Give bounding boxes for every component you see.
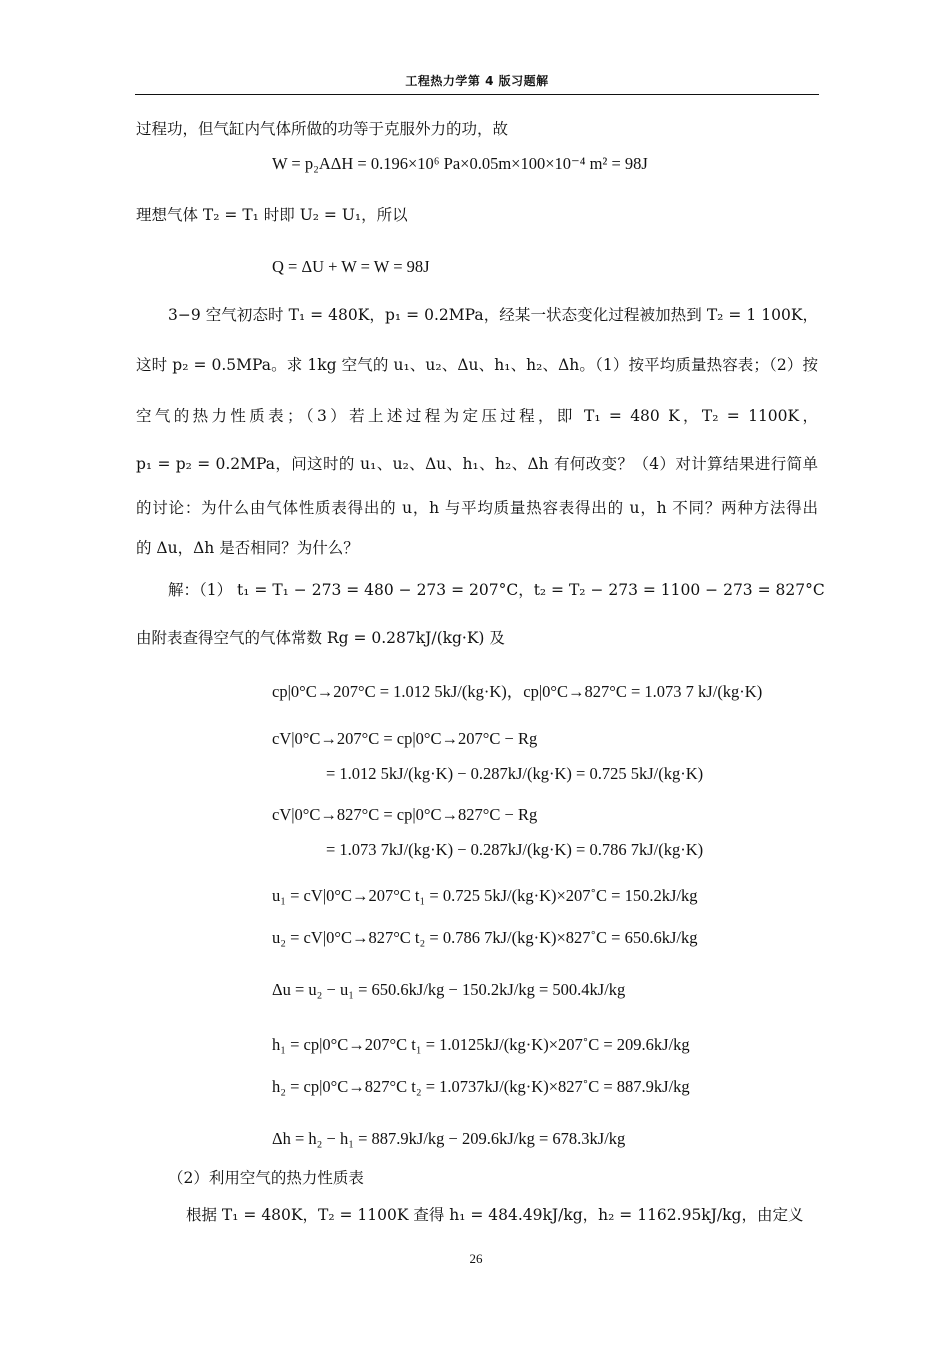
equation-h2: h₂ = cp|0°C→827°C t₂ = 1.0737kJ/(kg·K)×827˚C = 887.9kJ/kg (272, 1077, 690, 1096)
equation-heat: Q = ΔU + W = W = 98J (272, 257, 430, 276)
equation-delta-h: Δh = h₂ − h₁ = 887.9kJ/kg − 209.6kJ/kg = 678.3kJ/kg (272, 1129, 626, 1148)
text-line-3: 理想气体 T₂ = T₁ 时即 U₂ = U₁，所以 (136, 206, 408, 224)
equation-u2: u₂ = cV|0°C→827°C t₂ = 0.786 7kJ/(kg·K)×827˚C = 650.6kJ/kg (272, 928, 698, 947)
problem-line-1: 3−9 空气初态时 T₁ = 480K，p₁ = 0.2MPa，经某一状态变化过程被加热到 T₂ = 1 100K， (168, 306, 818, 324)
equation-delta-u: Δu = u₂ − u₁ = 650.6kJ/kg − 150.2kJ/kg = 500.4kJ/kg (272, 980, 626, 999)
equation-cv-207-result: = 1.012 5kJ/(kg·K) − 0.287kJ/(kg·K) = 0.725 5kJ/(kg·K) (326, 764, 704, 783)
equation-cv-827: cV|0°C→827°C = cp|0°C→827°C − Rg (272, 805, 538, 824)
problem-line-5: 的讨论：为什么由气体性质表得出的 u，h 与平均质量热容表得出的 u，h 不同？两种方法得出 (136, 499, 818, 517)
text-line-1: 过程功，但气缸内气体所做的功等于克服外力的功，故 (136, 120, 509, 138)
equation-h1: h₁ = cp|0°C→207°C t₁ = 1.0125kJ/(kg·K)×207˚C = 209.6kJ/kg (272, 1035, 690, 1054)
page-number: 26 (469, 1251, 483, 1266)
running-header: 工程热力学第 4 版习题解 (405, 74, 549, 88)
equation-work: W = p₂AΔH = 0.196×10⁶ Pa×0.05m×100×10⁻⁴ m² = 98J (272, 154, 648, 173)
problem-line-6: 的 Δu，Δh 是否相同？为什么？ (136, 539, 359, 557)
problem-line-2: 这时 p₂ = 0.5MPa。求 1kg 空气的 u₁、u₂、Δu、h₁、h₂、Δh。（1）按平均质量热容表；（2）按 (136, 356, 819, 374)
equation-cv-207: cV|0°C→207°C = cp|0°C→207°C − Rg (272, 729, 538, 748)
problem-line-4: p₁ = p₂ = 0.2MPa，问这时的 u₁、u₂、Δu、h₁、h₂、Δh 有何改变？（4）对计算结果进行简单 (136, 455, 818, 473)
text-gas-constant: 由附表查得空气的气体常数 Rg = 0.287kJ/(kg·K) 及 (136, 629, 505, 647)
text-property-table: 根据 T₁ = 480K，T₂ = 1100K 查得 h₁ = 484.49kJ/kg，h₂ = 1162.95kJ/kg，由定义 (186, 1206, 804, 1224)
subheading-part-2: （2）利用空气的热力性质表 (168, 1169, 364, 1187)
header-rule (135, 94, 819, 95)
equation-cv-827-result: = 1.073 7kJ/(kg·K) − 0.287kJ/(kg·K) = 0.786 7kJ/(kg·K) (326, 840, 704, 859)
equation-u1: u₁ = cV|0°C→207°C t₁ = 0.725 5kJ/(kg·K)×207˚C = 150.2kJ/kg (272, 886, 698, 905)
problem-line-3: 空气的热力性质表；（3）若上述过程为定压过程，即 T₁ = 480 K，T₂ = 1100K， (136, 407, 818, 425)
equation-cp-values: cp|0°C→207°C = 1.012 5kJ/(kg·K)，cp|0°C→827°C = 1.073 7 kJ/(kg·K) (272, 682, 763, 701)
solution-temperatures: 解：（1） t₁ = T₁ − 273 = 480 − 273 = 207°C，t₂ = T₂ − 273 = 1100 − 273 = 827°C (168, 581, 825, 599)
